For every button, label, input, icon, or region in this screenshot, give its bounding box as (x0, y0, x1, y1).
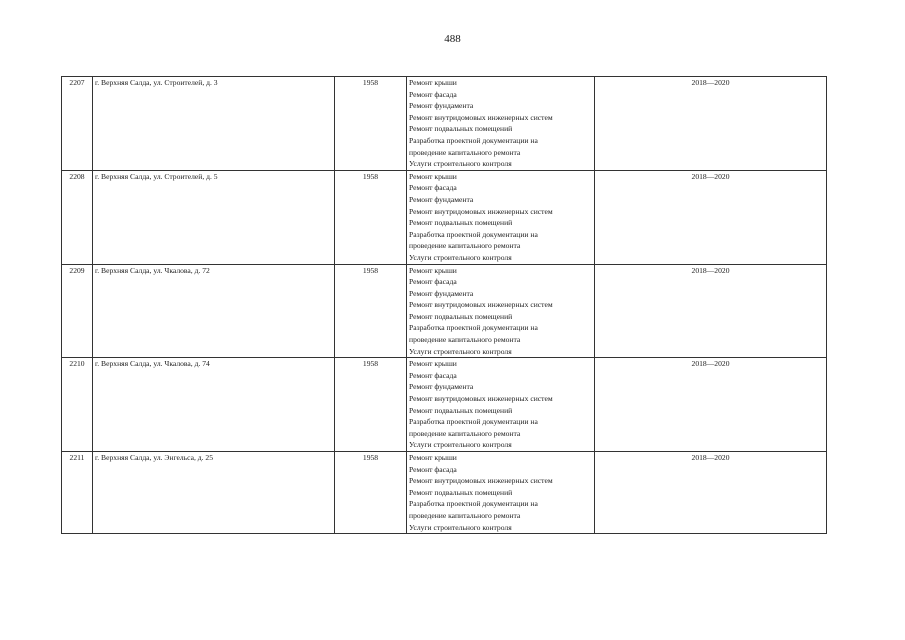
table-row (62, 77, 827, 171)
repair-work-item: Ремонт фасада (409, 89, 457, 99)
table-row (62, 264, 827, 358)
repair-work-item: Ремонт фундамента (409, 194, 474, 204)
repair-work-item: Ремонт внутридомовых инженерных систем (409, 476, 553, 486)
repair-work-item: Услуги строительного контроля (409, 522, 512, 532)
house-address: г. Верхняя Салда, ул. Чкалова, д. 72 (93, 264, 335, 358)
construction-year: 1958 (335, 452, 407, 534)
repair-period: 2018—2020 (595, 358, 827, 452)
repair-work-item: Ремонт крыши (409, 453, 457, 462)
repair-work-item: Услуги строительного контроля (409, 252, 512, 262)
repair-work-item: Ремонт внутридомовых инженерных систем (409, 206, 553, 216)
repair-period: 2018—2020 (595, 170, 827, 264)
repair-work-item: Ремонт фасада (409, 370, 457, 380)
table-row (62, 452, 827, 534)
row-number: 2210 (62, 358, 93, 452)
row-number: 2207 (62, 77, 93, 171)
repair-work-item: Разработка проектной документации на (409, 323, 538, 333)
row-number: 2209 (62, 264, 93, 358)
repair-work-item: проведение капитального ремонта (409, 241, 521, 251)
page-number: 488 (444, 33, 461, 45)
repair-work-item: Разработка проектной документации на (409, 499, 538, 509)
repair-work-item: Ремонт фундамента (409, 382, 474, 392)
table-row (62, 358, 827, 452)
repair-work-item: Услуги строительного контроля (409, 440, 512, 450)
house-address: г. Верхняя Салда, ул. Строителей, д. 5 (93, 170, 335, 264)
construction-year: 1958 (335, 264, 407, 358)
repair-work-item: Ремонт крыши (409, 171, 457, 181)
repair-work-item: проведение капитального ремонта (409, 335, 521, 345)
house-address: г. Верхняя Салда, ул. Строителей, д. 3 (93, 77, 335, 171)
repair-work-item: Ремонт подвальных помещений (409, 487, 513, 497)
repair-works-list (407, 170, 595, 264)
repair-work-item: Ремонт крыши (409, 359, 457, 369)
repair-works-list (407, 452, 595, 534)
repair-work-item: Ремонт внутридомовых инженерных систем (409, 394, 553, 404)
repair-work-item: Ремонт подвальных помещений (409, 311, 513, 321)
construction-year: 1958 (335, 77, 407, 171)
construction-year: 1958 (335, 170, 407, 264)
repair-work-item: проведение капитального ремонта (409, 510, 521, 520)
repair-work-item: Разработка проектной документации на (409, 417, 538, 427)
repair-period: 2018—2020 (595, 452, 827, 534)
construction-year: 1958 (335, 358, 407, 452)
repair-works-list (407, 358, 595, 452)
repair-period: 2018—2020 (595, 77, 827, 171)
repair-work-item: Ремонт крыши (409, 265, 457, 275)
repair-work-item: Ремонт подвальных помещений (409, 405, 513, 415)
table-row (62, 170, 827, 264)
repair-work-item: проведение капитального ремонта (409, 147, 521, 157)
repair-period: 2018—2020 (595, 264, 827, 358)
row-number: 2211 (62, 452, 93, 534)
repair-work-item: Ремонт фундамента (409, 288, 474, 298)
repair-work-item: Ремонт фасада (409, 277, 457, 287)
repair-work-item: Ремонт подвальных помещений (409, 124, 513, 134)
repair-work-item: Услуги строительного контроля (409, 346, 512, 356)
repair-schedule-table (61, 76, 827, 534)
repair-work-item: Ремонт фундамента (409, 101, 474, 111)
repair-work-item: Ремонт фасада (409, 464, 457, 474)
repair-work-item: Ремонт крыши (409, 78, 457, 87)
house-address: г. Верхняя Салда, ул. Энгельса, д. 25 (93, 452, 335, 534)
house-address: г. Верхняя Салда, ул. Чкалова, д. 74 (93, 358, 335, 452)
row-number: 2208 (62, 170, 93, 264)
repair-work-item: Ремонт внутридомовых инженерных систем (409, 112, 553, 122)
repair-work-item: Ремонт подвальных помещений (409, 218, 513, 228)
repair-work-item: Разработка проектной документации на (409, 229, 538, 239)
repair-works-list (407, 77, 595, 171)
repair-work-item: Ремонт фасада (409, 183, 457, 193)
repair-work-item: проведение капитального ремонта (409, 428, 521, 438)
repair-works-list (407, 264, 595, 358)
repair-work-item: Услуги строительного контроля (409, 159, 512, 169)
repair-work-item: Разработка проектной документации на (409, 135, 538, 145)
repair-work-item: Ремонт внутридомовых инженерных систем (409, 300, 553, 310)
